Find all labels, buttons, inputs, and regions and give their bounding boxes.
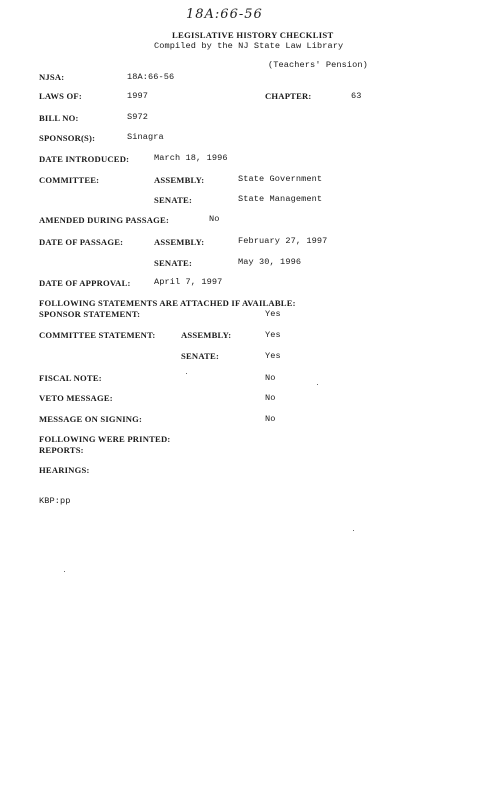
date-of-approval-value: April 7, 1997	[154, 277, 223, 287]
committee-statement-label: COMMITTEE STATEMENT:	[39, 330, 156, 340]
committee-senate-label: SENATE:	[154, 195, 193, 205]
fiscal-note-value: No	[265, 373, 276, 383]
amended-label: AMENDED DURING PASSAGE:	[39, 215, 170, 225]
scan-speck	[353, 530, 354, 531]
bill-no-label: BILL NO:	[39, 113, 79, 123]
sponsor-label: SPONSOR(S):	[39, 133, 96, 143]
chapter-value: 63	[351, 91, 362, 101]
committee-assembly-value: State Government	[238, 174, 323, 184]
page-title: LEGISLATIVE HISTORY CHECKLIST	[172, 30, 334, 40]
sponsor-statement-label: SPONSOR STATEMENT:	[39, 309, 141, 319]
veto-message-label: VETO MESSAGE:	[39, 393, 113, 403]
njsa-value: 18A:66-56	[127, 72, 175, 82]
handwritten-number: 18A:66-56	[186, 7, 263, 22]
scan-speck	[317, 384, 318, 385]
bill-no-value: S972	[127, 112, 149, 122]
passage-assembly-label: ASSEMBLY:	[154, 237, 205, 247]
initials: KBP:pp	[39, 496, 71, 506]
committee-statement-assembly-value: Yes	[265, 330, 281, 340]
date-introduced-label: DATE INTRODUCED:	[39, 154, 130, 164]
date-introduced-value: March 18, 1996	[154, 153, 228, 163]
committee-statement-assembly-label: ASSEMBLY:	[181, 330, 232, 340]
passage-assembly-value: February 27, 1997	[238, 236, 328, 246]
amended-value: No	[209, 214, 220, 224]
fiscal-note-label: FISCAL NOTE:	[39, 373, 102, 383]
date-of-approval-label: DATE OF APPROVAL:	[39, 278, 131, 288]
sponsor-value: Sinagra	[127, 132, 164, 142]
njsa-label: NJSA:	[39, 72, 65, 82]
message-on-signing-label: MESSAGE ON SIGNING:	[39, 414, 143, 424]
passage-senate-label: SENATE:	[154, 258, 193, 268]
sponsor-statement-value: Yes	[265, 309, 281, 319]
passage-senate-value: May 30, 1996	[238, 257, 302, 267]
committee-statement-senate-label: SENATE:	[181, 351, 220, 361]
date-of-passage-label: DATE OF PASSAGE:	[39, 237, 124, 247]
scan-speck	[186, 373, 187, 374]
laws-of-value: 1997	[127, 91, 149, 101]
hearings-label: HEARINGS:	[39, 465, 90, 475]
message-on-signing-value: No	[265, 414, 276, 424]
committee-label: COMMITTEE:	[39, 175, 100, 185]
reports-label: REPORTS:	[39, 445, 84, 455]
printed-heading: FOLLOWING WERE PRINTED:	[39, 434, 171, 444]
page-subtitle: Compiled by the NJ State Law Library	[154, 41, 344, 51]
topic-note: (Teachers' Pension)	[268, 60, 368, 70]
statements-heading: FOLLOWING STATEMENTS ARE ATTACHED IF AVAILABLE:	[39, 298, 296, 308]
veto-message-value: No	[265, 393, 276, 403]
committee-assembly-label: ASSEMBLY:	[154, 175, 205, 185]
committee-statement-senate-value: Yes	[265, 351, 281, 361]
committee-senate-value: State Management	[238, 194, 323, 204]
scan-speck	[64, 571, 65, 572]
laws-of-label: LAWS OF:	[39, 91, 82, 101]
chapter-label: CHAPTER:	[265, 91, 312, 101]
